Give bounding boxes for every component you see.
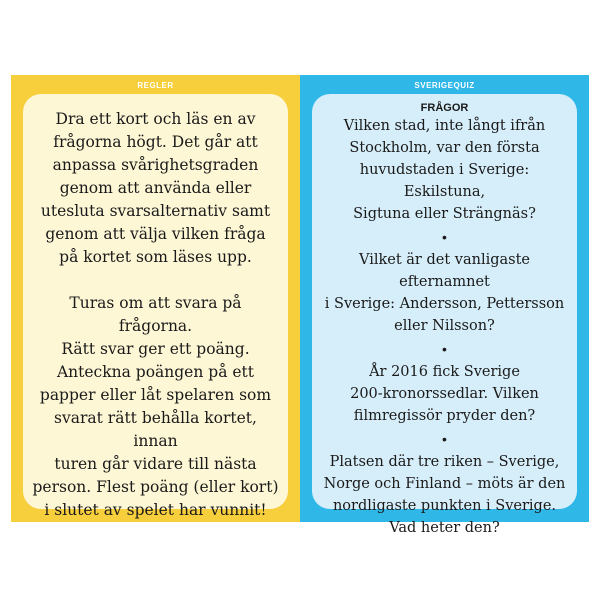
question-separator: •	[442, 431, 447, 447]
quiz-panel	[312, 94, 577, 536]
quiz-card-label: SVERIGEQUIZ	[414, 81, 475, 90]
question-1: Vilken stad, inte långt ifrån Stockholm, var den första huvudstaden i Sverige: Eskilstuna, Sigtuna eller Strängnäs?	[343, 118, 546, 222]
questions-heading: FRÅGOR	[420, 102, 469, 114]
question-2: Vilket är det vanligaste efternamnet i Sverige: Andersson, Pettersson eller Nilsson?	[324, 252, 565, 334]
question-separator: •	[442, 341, 447, 357]
quiz-card	[300, 75, 589, 536]
rules-paragraph-1: Dra ett kort och läs en av frågorna högt. Det går att anpassa svårighetsgraden genom att använda eller utesluta svarsalternativ samt genom att välja vilken fråga på kortet som läses upp.	[40, 110, 271, 266]
question-3: År 2016 fick Sverige 200-kronorssedlar. Vilken filmregissör pryder den?	[350, 364, 539, 424]
rules-card	[11, 75, 300, 522]
rules-panel	[23, 94, 288, 519]
question-separator: •	[442, 229, 447, 245]
rules-paragraph-2: Turas om att svara på frågorna. Rätt svar ger ett poäng. Anteckna poängen på ett papper eller låt spelaren som svarat rätt behålla kortet, innan turen går vidare till nästa person. Flest poäng (eller kort) i slutet av spelet har vunnit!	[32, 294, 279, 519]
question-4: Platsen där tre riken – Sverige, Norge och Finland – möts är den nordligaste punkten i Sverige. Vad heter den?	[323, 454, 566, 536]
rules-card-label: REGLER	[137, 81, 174, 90]
